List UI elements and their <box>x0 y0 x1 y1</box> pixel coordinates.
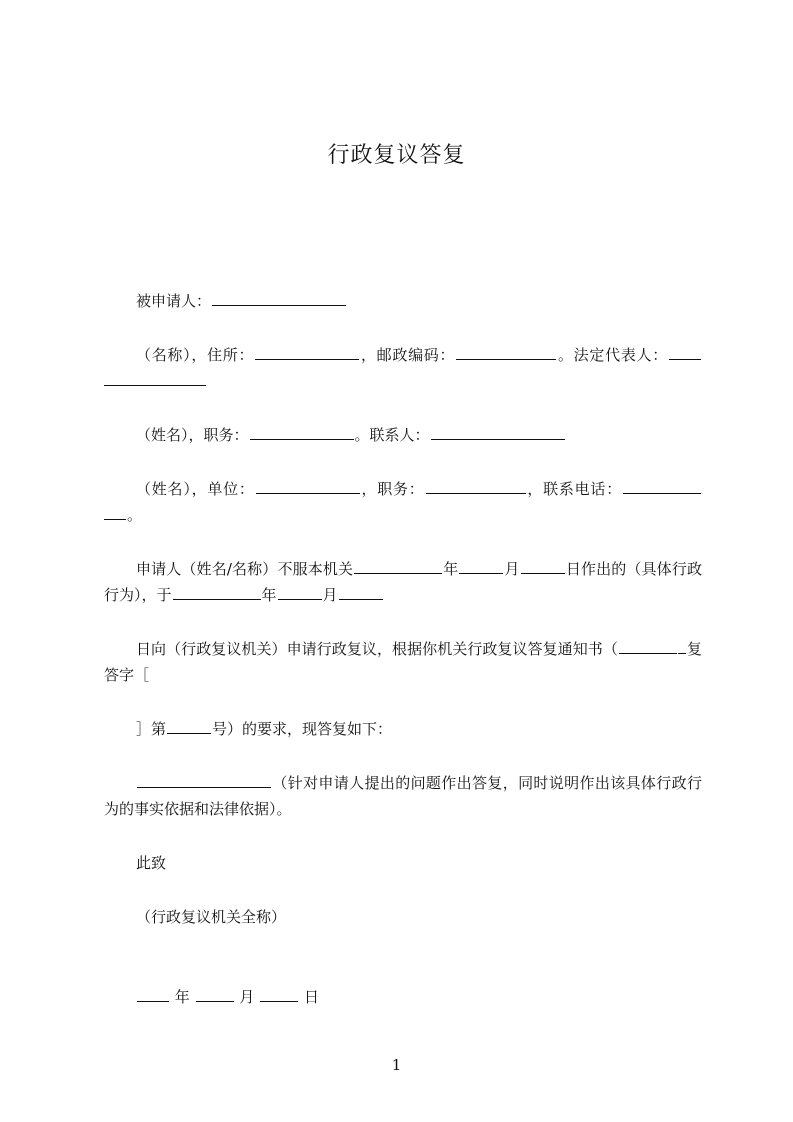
date-year-blank[interactable] <box>137 985 169 1002</box>
legal-rep-blank-1[interactable] <box>669 343 701 360</box>
answer-blank[interactable] <box>137 771 271 788</box>
notice-number-blank-1[interactable] <box>619 637 677 654</box>
day-label-1: 日作出的（具体行政行为），于 <box>104 560 702 604</box>
position-label: ，职务： <box>360 480 425 498</box>
date-month-blank[interactable] <box>196 985 234 1002</box>
unit-blank[interactable] <box>256 477 360 494</box>
month-label-1: 月 <box>504 560 520 578</box>
contact-label: 。联系人： <box>354 426 430 444</box>
document-title: 行政复议答复 <box>327 143 466 168</box>
number-blank[interactable] <box>167 717 211 734</box>
day-blank-1[interactable] <box>521 557 565 574</box>
contact-name-label: （姓名），单位： <box>136 480 255 498</box>
authority-blank[interactable] <box>354 557 442 574</box>
authority-name: （行政复议机关全称） <box>136 908 287 926</box>
applicant-text: 申请人（姓名/名称）不服本机关 <box>136 560 354 578</box>
year-blank-2[interactable] <box>173 583 261 600</box>
contact-blank[interactable] <box>431 423 565 440</box>
applicant-paragraph <box>104 556 702 608</box>
respondent-blank[interactable] <box>212 289 346 306</box>
review-text: 日向（行政复议机关）申请行政复议，根据你机关行政复议答复通知书（ <box>136 640 618 658</box>
contact-paragraph <box>104 422 702 448</box>
page-number: 1 <box>391 1056 402 1074</box>
phone-blank-1[interactable] <box>623 477 701 494</box>
respondent-line <box>104 288 702 314</box>
answer-paragraph <box>104 770 702 822</box>
number-prefix: ］第 <box>136 720 167 738</box>
date-day-blank[interactable] <box>260 985 298 1002</box>
postal-label: ，邮政编码： <box>360 346 456 364</box>
number-suffix: 号）的要求，现答复如下： <box>212 720 393 738</box>
rep-name-label: （姓名），职务： <box>136 426 249 444</box>
month-label-2: 月 <box>322 586 338 604</box>
notice-number-blank-2[interactable] <box>678 637 686 654</box>
rep-position-blank[interactable] <box>250 423 354 440</box>
phone-blank-2[interactable] <box>104 503 126 520</box>
legal-rep-blank-2[interactable] <box>104 369 206 386</box>
address-paragraph <box>104 342 702 394</box>
postal-blank[interactable] <box>456 343 556 360</box>
name-label: （名称），住所： <box>136 346 255 364</box>
position-blank[interactable] <box>426 477 526 494</box>
salutation: 此致 <box>136 854 167 872</box>
unit-end: 。 <box>127 506 143 524</box>
phone-label: ，联系电话： <box>526 480 622 498</box>
day-blank-2[interactable] <box>339 583 383 600</box>
date-day-label: 日 <box>303 988 319 1006</box>
notice-code-label: 复答字［ <box>104 640 702 684</box>
legal-rep-label: 。法定代表人： <box>557 346 668 364</box>
review-paragraph <box>104 636 702 688</box>
month-blank-1[interactable] <box>459 557 503 574</box>
year-label-2: 年 <box>261 586 277 604</box>
number-paragraph <box>136 716 702 742</box>
date-month-label: 月 <box>239 988 255 1006</box>
date-line <box>136 984 702 1010</box>
answer-text: （针对申请人提出的问题作出答复，同时说明作出该具体行政行为的事实依据和法律依据）。 <box>104 774 702 818</box>
year-label-1: 年 <box>443 560 459 578</box>
date-year-label: 年 <box>174 988 190 1006</box>
month-blank-2[interactable] <box>278 583 322 600</box>
address-blank[interactable] <box>255 343 359 360</box>
unit-paragraph <box>104 476 702 528</box>
respondent-label: 被申请人： <box>136 292 212 310</box>
